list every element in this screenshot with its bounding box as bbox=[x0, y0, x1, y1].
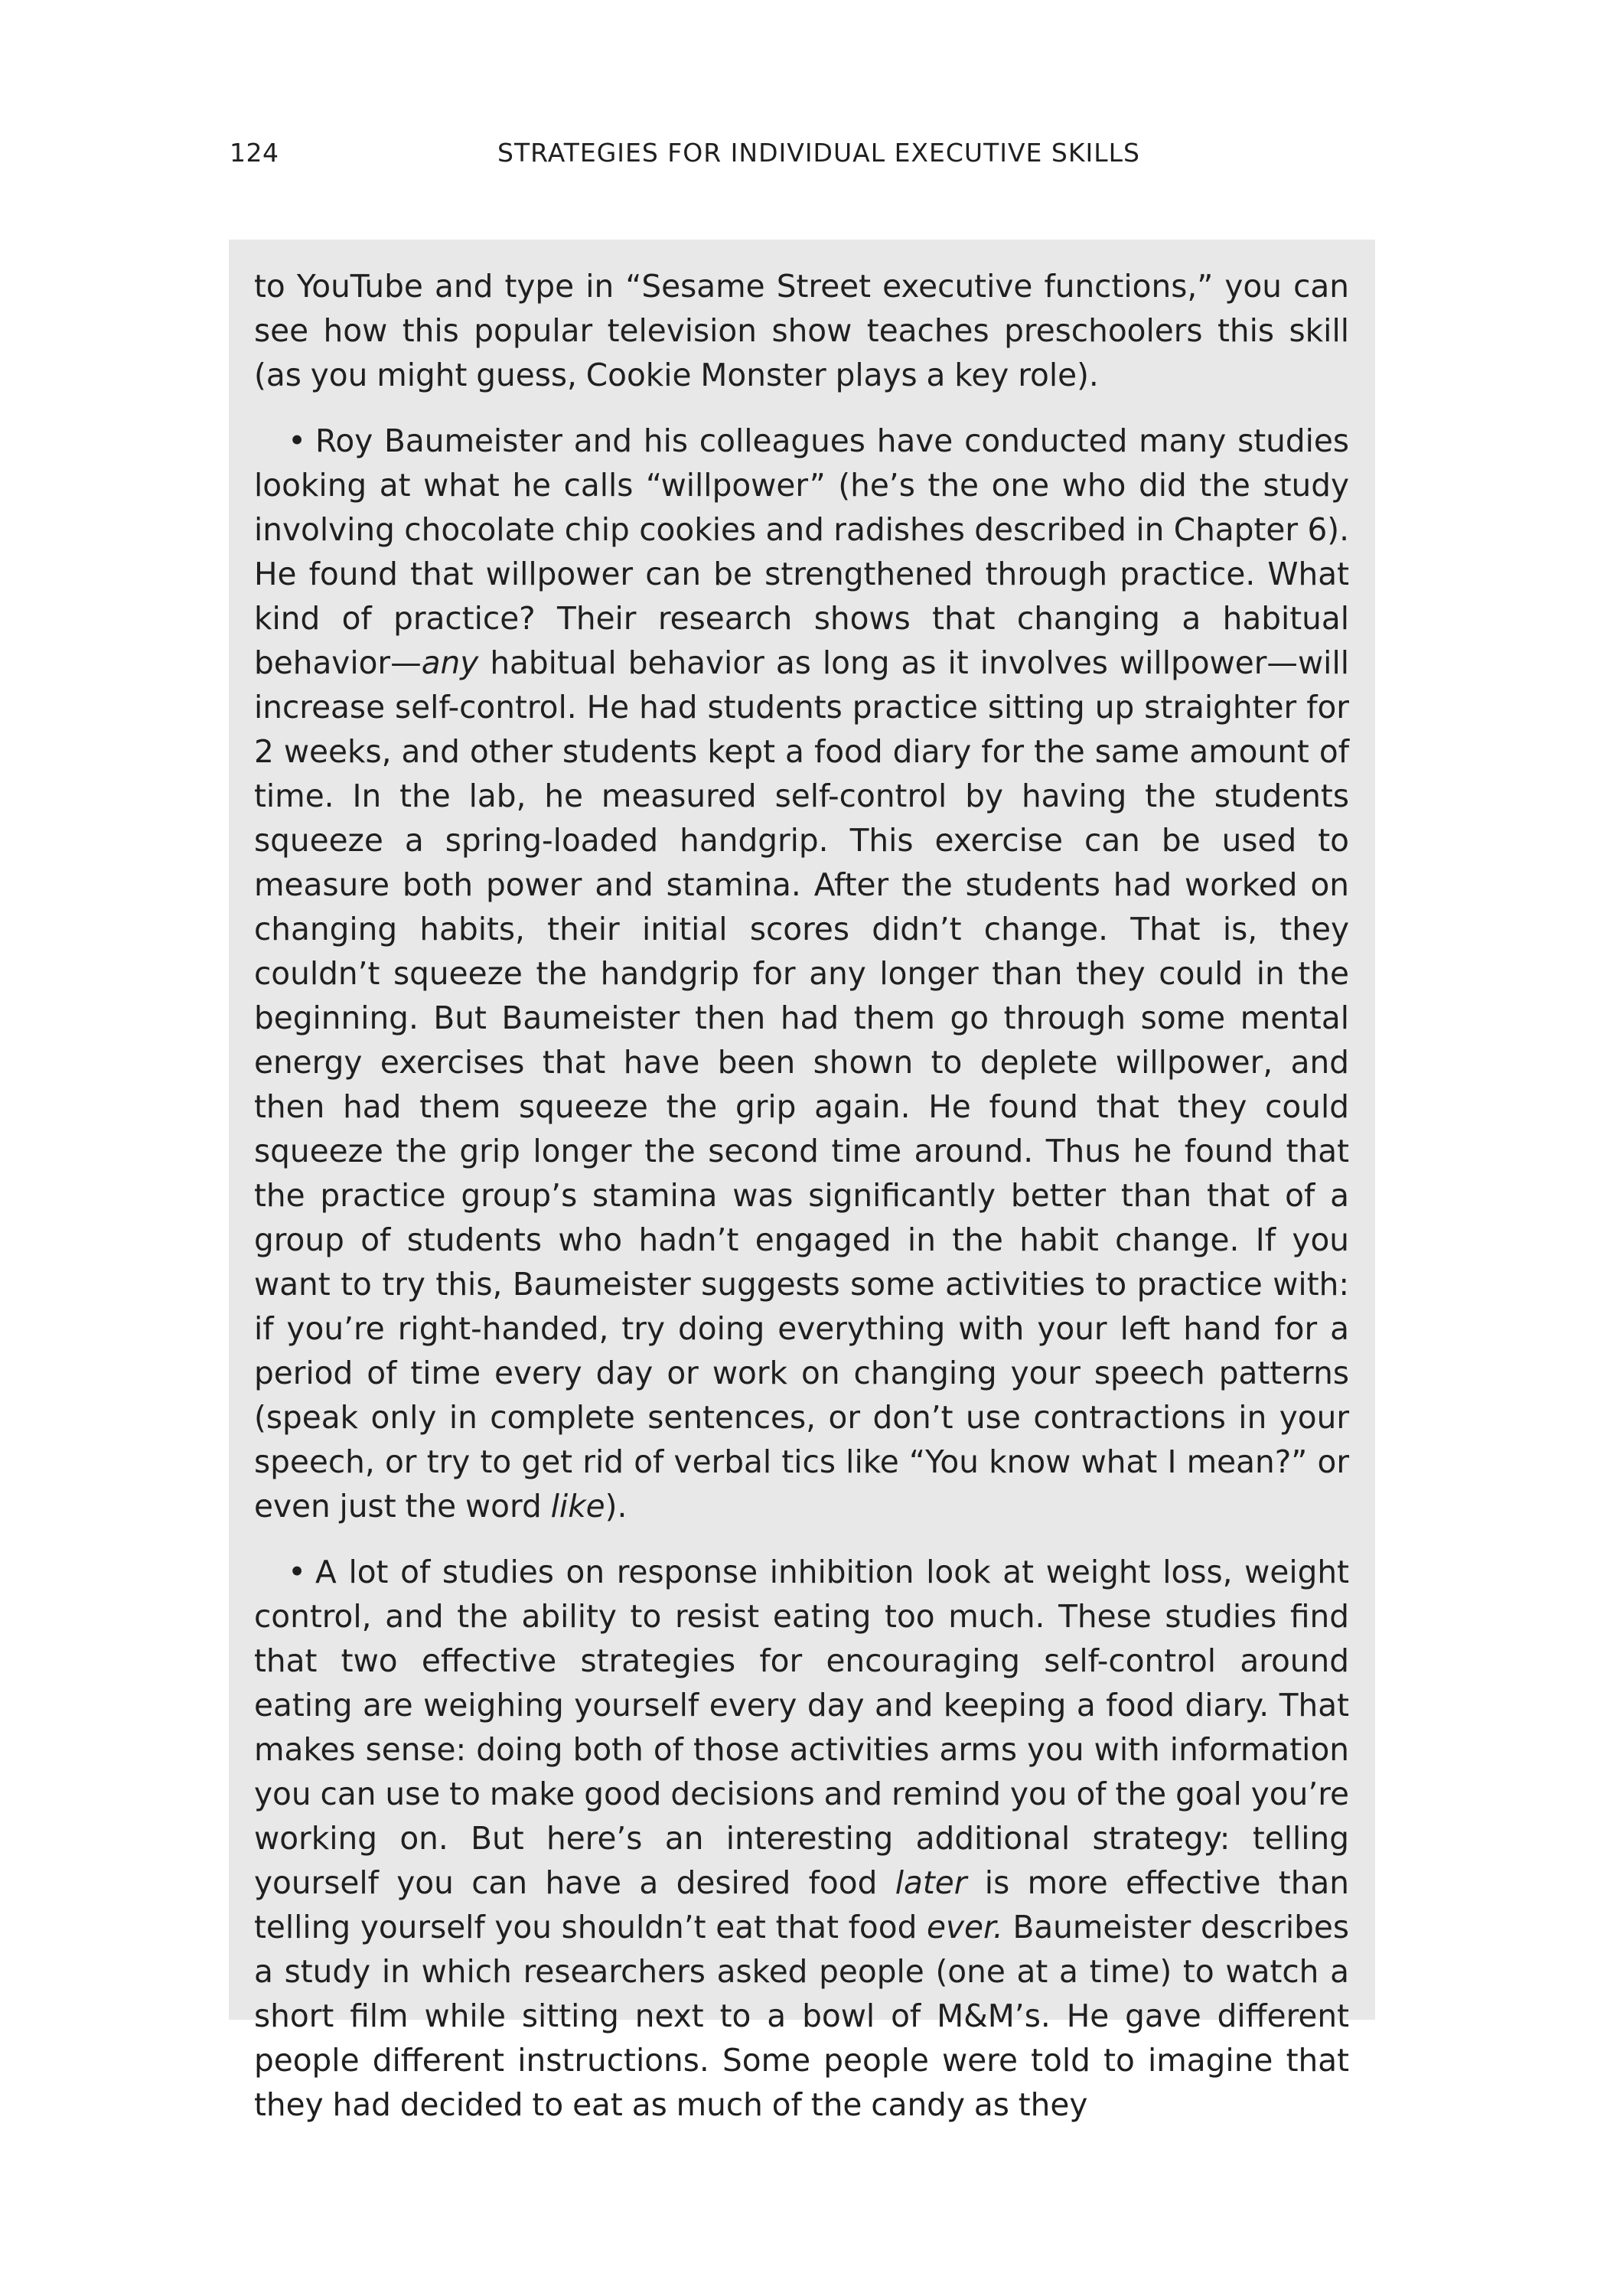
sidebar-box bbox=[229, 240, 1375, 2123]
page-number: 124 bbox=[230, 138, 279, 168]
text-run: Roy Baumeister and his colleagues have conducted many studies looking at what he calls “willpower” (he’s the one who did the study involving chocolate chip cookies and radishes described in Chapter 6). He found that willpower can be strengthened through practice. What kind of practice? Their research shows that changing a habitual behavior— bbox=[254, 422, 1349, 681]
bullet-icon: • bbox=[288, 1554, 306, 1590]
bullet-icon: • bbox=[288, 422, 306, 459]
text-run: A lot of studies on response inhibition look at weight loss, weight control, and the ability to resist eating too much. These studies find that two effective strategies for encouraging self-control around eating are weighing yourself every day and keeping a food diary. That makes sense: doing both of those activities arms you with information you can use to make good decisions and remind you of the goal you’re working on. But here’s an interesting additional strategy: telling yourself you can have a desired food bbox=[254, 1554, 1349, 1901]
text-run: Baumeister describes a study in which researchers asked people (one at a time) to watch a short film while sitting next to a bowl of M&M’s. He gave different people different instructions. Some people were told to imagine that they had decided to eat as much of the candy as they bbox=[254, 1909, 1349, 2123]
text-run: to YouTube and type in “Sesame Street executive functions,” you can see how this popular television show teaches preschoolers this skill (as you might guess, Cookie Monster plays a key role). bbox=[254, 268, 1349, 393]
body-paragraph bbox=[254, 419, 1349, 1528]
text-run: is more effective than telling yourself you shouldn’t eat that food bbox=[254, 1864, 1349, 1945]
italic-text-run: any bbox=[421, 644, 479, 681]
body-paragraph bbox=[254, 1550, 1349, 2127]
italic-text-run: later bbox=[895, 1864, 967, 1901]
italic-text-run: ever. bbox=[927, 1909, 1003, 1945]
running-head: STRATEGIES FOR INDIVIDUAL EXECUTIVE SKILLS bbox=[497, 138, 1140, 168]
italic-text-run: like bbox=[550, 1488, 605, 1525]
text-run: ). bbox=[605, 1488, 627, 1525]
text-run: habitual behavior as long as it involves willpower—will increase self-control. He had students practice sitting up straighter for 2 weeks, and other students kept a food diary for the same amount of time. In the lab, he measured self-control by having the students squeeze a spring-loaded handgrip. This exercise can be used to measure both power and stamina. After the students had worked on changing habits, their initial scores didn’t change. That is, they couldn’t squeeze the handgrip for any longer than they could in the beginning. But Baumeister then had them go through some mental energy exercises that have been shown to deplete willpower, and then had them squeeze the grip again. He found that they could squeeze the grip longer the second time around. Thus he found that the practice group’s stamina was significantly better than that of a group of students who hadn’t engaged in the habit change. If you want to try this, Baumeister suggests some activities to practice with: if you’re right-handed, try doing everything with your left hand for a period of time every day or work on changing your speech patterns (speak only in complete sentences, or don’t use contractions in your speech, or try to get rid of verbal tics like “You know what I mean?” or even just the word bbox=[254, 644, 1349, 1525]
body-paragraph bbox=[254, 264, 1349, 397]
